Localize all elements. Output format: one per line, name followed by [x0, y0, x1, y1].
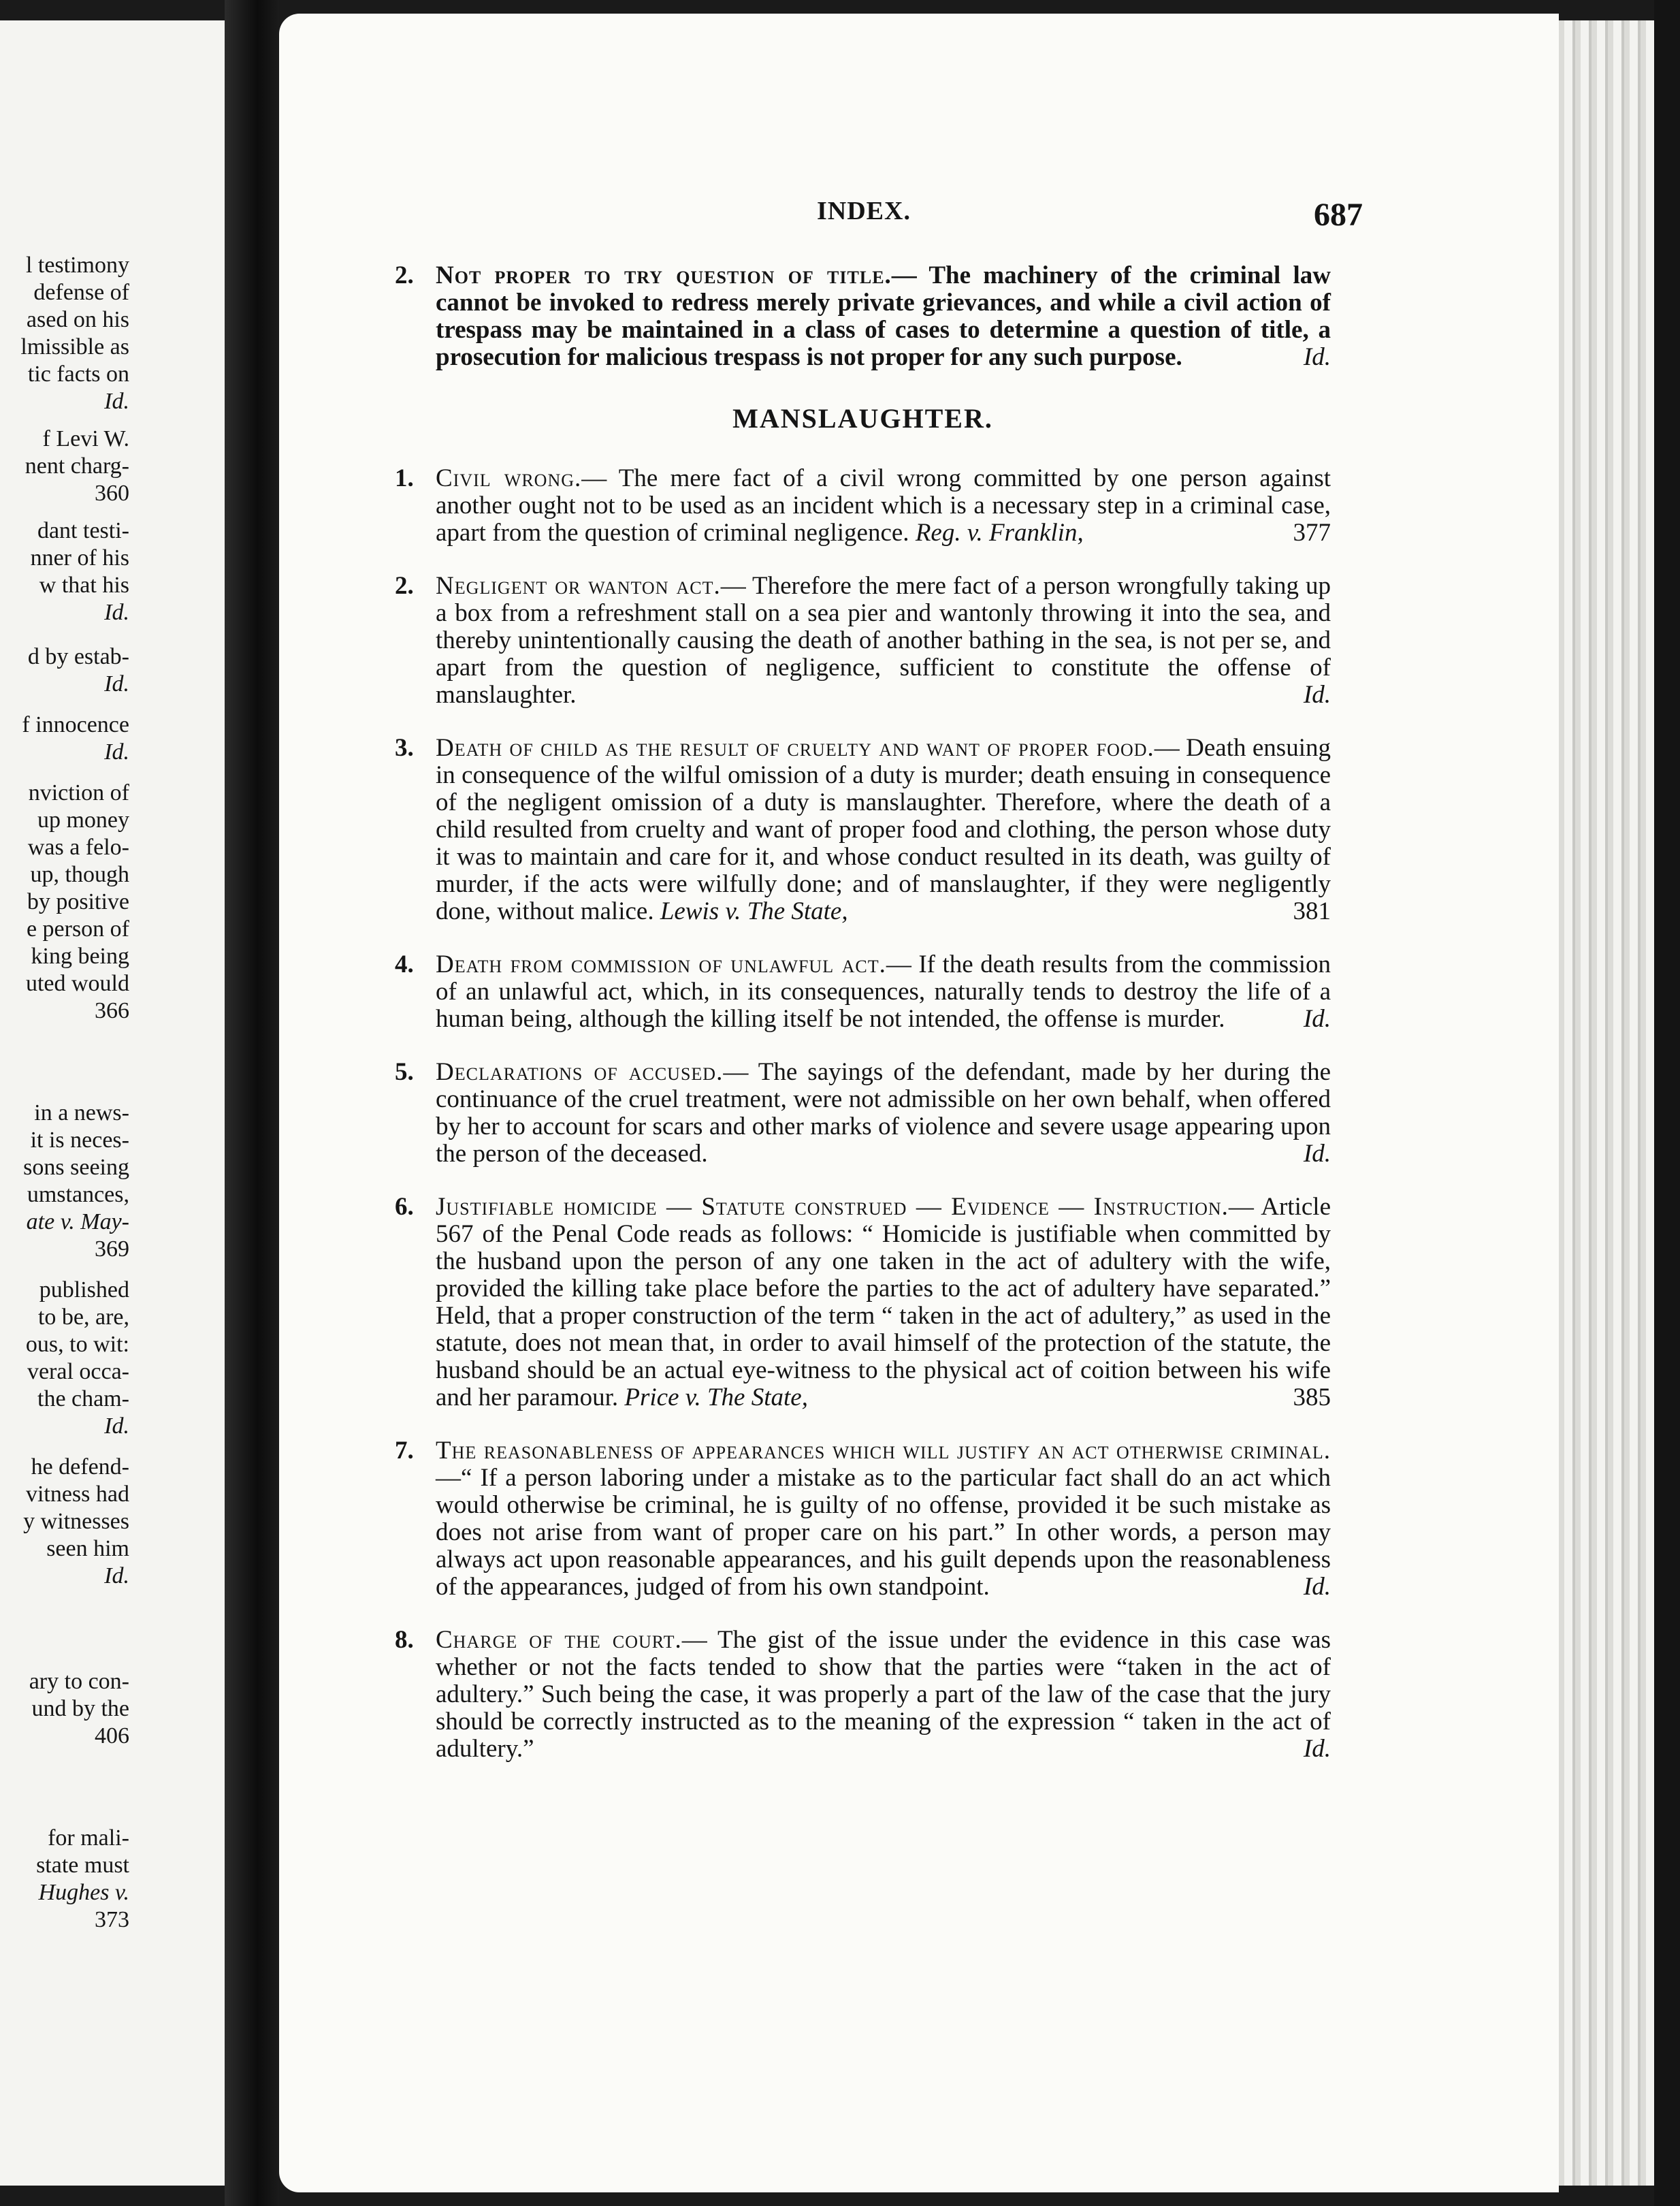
entry-number: 2. [395, 261, 414, 289]
left-page-line: ary to con- [29, 1669, 129, 1694]
left-page-line: y witnesses [23, 1509, 129, 1534]
left-page-line: Id. [104, 600, 129, 625]
entry-reference: Id. [1303, 681, 1331, 709]
entry-heading: Death from commission of unlawful act. [436, 950, 886, 978]
entry-heading: Death of child as the result of cruelty and want of proper food. [436, 734, 1154, 762]
index-page [279, 14, 1559, 2192]
index-entry [395, 262, 1331, 371]
entry-reference: 377 [1293, 519, 1331, 547]
entry-reference: Id. [1303, 1735, 1331, 1763]
entry-number: 2. [395, 572, 414, 600]
entry-citation: Lewis v. The State, [660, 897, 848, 925]
index-entry [395, 465, 1331, 547]
left-page-line: w that his [39, 573, 129, 598]
index-entry [395, 951, 1331, 1033]
entry-heading: The reasonableness of appearances which will justify an act otherwise criminal. [436, 1437, 1331, 1465]
left-page-line: tic facts on [27, 362, 129, 387]
left-page-line: umstances, [27, 1182, 129, 1207]
left-page-line: ate v. May- [26, 1209, 129, 1234]
entry-body: — The gist of the issue under the evidence in this case was whether or not the facts tended to show that the parties were “taken in the act of adultery.” Such being the case, it was properly a part of the law of the case that the jury should be correctly instructed as to the meaning of the expression “ taken in the act of adultery.” [436, 1626, 1331, 1763]
entry-number: 3. [395, 734, 414, 762]
left-page-line: lmissible as [20, 334, 129, 359]
entries-list [395, 465, 1331, 1763]
left-page-line: Id. [104, 1563, 129, 1588]
entry-reference: 385 [1293, 1384, 1331, 1411]
index-entry [395, 1627, 1331, 1763]
index-entry [395, 1194, 1331, 1411]
entry-number: 5. [395, 1058, 414, 1086]
left-page-line: in a news- [34, 1100, 129, 1125]
left-page-line: ous, to wit: [25, 1332, 129, 1357]
left-page-line: the cham- [37, 1386, 129, 1411]
left-page-line: Id. [104, 739, 129, 765]
entry-citation: Price v. The State, [624, 1384, 808, 1411]
left-page-line: Id. [104, 671, 129, 697]
entry-number: 6. [395, 1193, 414, 1221]
left-page-line: nviction of [28, 780, 129, 805]
entry-number: 1. [395, 464, 414, 492]
left-page-line: Hughes v. [38, 1880, 129, 1905]
left-page-line: e person of [26, 916, 129, 942]
left-page-line: 360 [95, 481, 129, 506]
left-page-line: he defend- [31, 1454, 129, 1480]
entry-heading: Declarations of accused. [436, 1058, 724, 1086]
left-page-line: 406 [95, 1723, 129, 1748]
index-entry [395, 1059, 1331, 1168]
book-gutter [225, 0, 279, 2206]
page-number: 687 [1314, 197, 1363, 233]
left-page-line: f innocence [22, 712, 129, 737]
left-page-line: veral occa- [27, 1359, 129, 1384]
entry-reference: Id. [1303, 343, 1331, 371]
entry-body: — The mere fact of a civil wrong committed by one person against another ought not to be used as an incident which is a necessary step in a criminal case, apart from the question of criminal negligence. [436, 464, 1331, 547]
entry-body: — The machinery of the criminal law cannot be invoked to redress merely private grievances, and while a civil action of trespass may be maintained in a class of cases to determine a question of title, a prosecution for malicious trespass is not proper for any such purpose. [436, 261, 1331, 371]
left-page-line: uted would [25, 971, 129, 996]
left-page-line: king being [31, 944, 129, 969]
page-edges [1559, 20, 1654, 2186]
entry-heading: Not proper to try question of title. [436, 261, 892, 289]
left-page-line: defense of [33, 280, 129, 305]
entry-heading: Negligent or wanton act. [436, 572, 721, 600]
entry-reference: Id. [1303, 1573, 1331, 1601]
entry-body: — Therefore the mere fact of a person wrongfully taking up a box from a refreshment stall on a sea pier and wantonly throwing it into the sea, and thereby unintentionally causing the death of another bathing in the sea, is not per se, and apart from the question of negligence, sufficient to constitute the offense of manslaughter. [436, 572, 1331, 709]
index-entry [395, 1437, 1331, 1601]
index-entry [395, 735, 1331, 925]
entry-citation: Reg. v. Franklin, [915, 519, 1084, 547]
left-page-line: vitness had [25, 1482, 129, 1507]
left-page-line: for mali- [48, 1825, 129, 1851]
left-page-line: f Levi W. [42, 426, 129, 451]
entry-body: — If the death results from the commission of an unlawful act, which, in its consequences, naturally tends to destroy the life of a human being, although the killing itself be not intended, the offense is murder. [436, 950, 1331, 1033]
left-page-line: 366 [95, 998, 129, 1023]
entry-reference: Id. [1303, 1005, 1331, 1033]
index-entry [395, 573, 1331, 709]
left-page-line: seen him [46, 1536, 129, 1561]
left-page-line: by positive [27, 889, 129, 914]
left-page-line: nner of his [30, 545, 129, 571]
left-page-line: 369 [95, 1236, 129, 1262]
entry-body: — Article 567 of the Penal Code reads as follows: “ Homicide is justifiable when committed by the husband upon the person of any one taken in the act of adultery with the wife, provided the killing take place before the parties to the act of adultery have separated.” Held, that a proper construction of the term “ taken in the act of adultery,” as used in the statute, does not mean that, in order to avail himself of the protection of the statute, the husband should be an actual eye-witness to the physical act of coition between his wife and her paramour. [436, 1193, 1331, 1411]
left-page-line: was a felo- [27, 835, 129, 860]
left-page-line: und by the [31, 1696, 129, 1721]
section-title: MANSLAUGHTER. [732, 403, 993, 434]
left-page-line: d by estab- [27, 644, 129, 669]
left-page-line: published [39, 1277, 129, 1302]
left-facing-page [0, 20, 225, 2186]
entry-heading: Charge of the court. [436, 1626, 682, 1654]
entry-heading: Justifiable homicide — Statute construed — Evidence — Instruction. [436, 1193, 1229, 1221]
right-background [1654, 0, 1680, 2206]
left-page-line: nent charg- [25, 453, 129, 479]
left-page-line: Id. [104, 389, 129, 414]
left-page-line: up, though [30, 862, 129, 887]
left-page-line: l testimony [25, 253, 129, 278]
entry-number: 4. [395, 950, 414, 978]
entry-heading: Civil wrong. [436, 464, 582, 492]
entry-reference: Id. [1303, 1140, 1331, 1168]
left-page-line: state must [36, 1853, 129, 1878]
left-page-line: Id. [104, 1413, 129, 1439]
running-title: INDEX. [817, 197, 911, 225]
left-page-line: to be, are, [37, 1305, 129, 1330]
entry-body: — The sayings of the defendant, made by her during the continuance of the cruel treatment, were not admissible on her own behalf, when offered by her to account for scars and other marks of violence and severe usage appearing upon the person of the deceased. [436, 1058, 1331, 1168]
entry-body: —“ If a person laboring under a mistake as to the particular fact shall do an act which would otherwise be criminal, he is guilty of no offense, provided it be such mistake as does not arise from want of proper care on his part.” In other words, a person may always act upon reasonable appearances, and his guilt depends upon the reasonableness of the appearances, judged of from his own standpoint. [436, 1464, 1331, 1601]
left-page-line: 373 [95, 1907, 129, 1932]
left-page-line: sons seeing [23, 1155, 129, 1180]
entry-body: — Death ensuing in consequence of the wilful omission of a duty is murder; death ensuing in consequence of the negligent omission of a duty is manslaughter. Therefore, where the death of a child resulted from cruelty and want of proper food and clothing, the person whose duty it was to maintain and care for it, and whose conduct resulted in its death, was guilty of murder, if the acts were wilfully done; and of manslaughter, if they were negligently done, without malice. [436, 734, 1331, 925]
left-page-line: ased on his [26, 307, 129, 332]
entry-number: 7. [395, 1437, 414, 1465]
left-page-line: it is neces- [30, 1128, 129, 1153]
index-column [395, 262, 1331, 1789]
left-page-line: dant testi- [37, 518, 129, 543]
entry-number: 8. [395, 1626, 414, 1654]
entry-reference: 381 [1293, 897, 1331, 925]
left-page-line: up money [37, 808, 129, 833]
